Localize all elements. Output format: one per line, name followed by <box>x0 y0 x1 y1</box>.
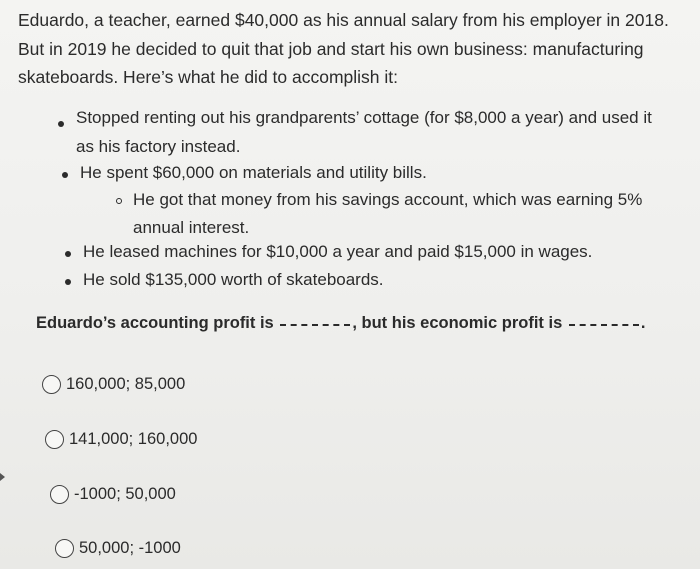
bullet-dot <box>62 172 68 178</box>
sub-bullet-savings-line2: annual interest. <box>133 218 250 237</box>
sub-bullet-savings-line1: He got that money from his savings account, which was earning 5% <box>133 190 643 209</box>
problem-intro: Eduardo, a teacher, earned $40,000 as his annual salary from his employer in 2018. But in 2019 he decided to quit that job and start his own business: manufacturing skateboards. Here’s what he did to accomplish it: <box>18 10 669 87</box>
sub-bullet-ring <box>116 198 122 204</box>
question-part2: , but his economic profit is <box>352 314 563 332</box>
bullet-dot <box>65 251 71 257</box>
question-part1: Eduardo’s accounting profit is <box>36 314 274 332</box>
answer-option-3[interactable] <box>50 485 176 504</box>
economic-profit-blank <box>569 324 639 326</box>
answer-option-label: 141,000; 160,000 <box>69 430 198 448</box>
edge-arrow-icon <box>0 473 5 481</box>
radio-button-icon[interactable] <box>42 375 61 394</box>
bullet-dot <box>58 121 64 127</box>
answer-option-label: 50,000; -1000 <box>79 539 181 557</box>
answer-option-label: 160,000; 85,000 <box>66 375 186 393</box>
answer-option-label: -1000; 50,000 <box>74 485 176 503</box>
radio-button-icon[interactable] <box>55 539 74 558</box>
question-part3: . <box>640 314 646 332</box>
answer-option-2[interactable] <box>45 430 197 449</box>
bullet-leased-machines: He leased machines for $10,000 a year and paid $15,000 in wages. <box>83 242 593 261</box>
bullet-cottage-line2: as his factory instead. <box>76 137 241 156</box>
radio-button-icon[interactable] <box>45 430 64 449</box>
question-text <box>36 314 645 333</box>
bullet-dot <box>65 279 71 285</box>
answer-option-4[interactable] <box>55 539 181 558</box>
bullet-sold-skateboards: He sold $135,000 worth of skateboards. <box>83 270 384 289</box>
answer-option-1[interactable] <box>42 375 185 394</box>
bullet-cottage-line1: Stopped renting out his grandparents’ cottage (for $8,000 a year) and used it <box>76 108 652 127</box>
bullet-materials: He spent $60,000 on materials and utility bills. <box>80 163 427 182</box>
radio-button-icon[interactable] <box>50 485 69 504</box>
accounting-profit-blank <box>280 324 350 326</box>
